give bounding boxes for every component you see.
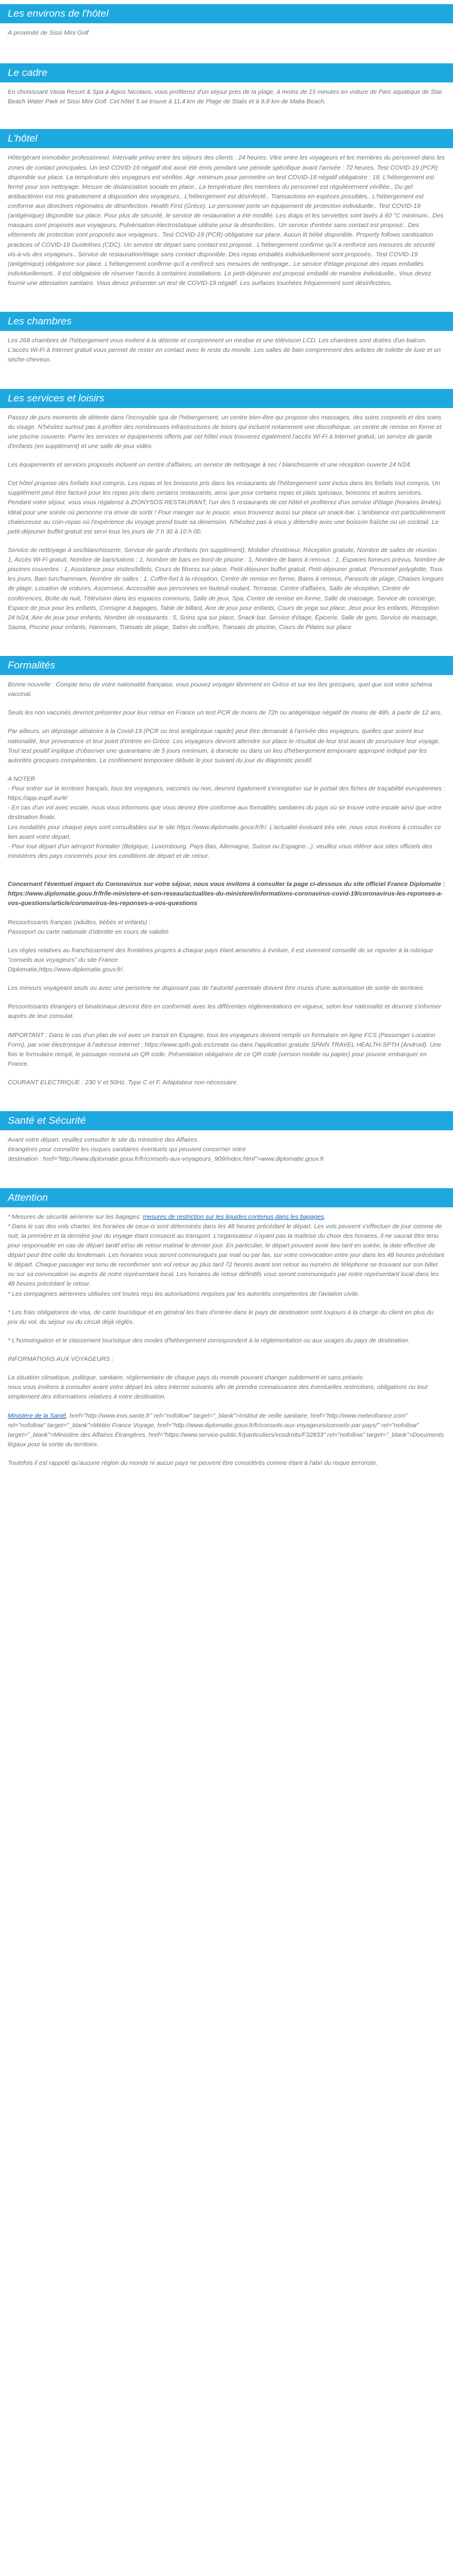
services-body [0, 413, 453, 633]
cadre-body [0, 88, 453, 107]
attention-links-rest: , href="http://www.invs.sante.fr" rel="nofollow" target="_blank">Institut de veille sanitaire, href="http://www.meteofrance.com" rel="nofollow" target="_blank">Météo France Voyage, href="http://www.diplomatie.gouv.fr/fr/conseils-aux-voyageurs/conseils-par-pays/" rel="nofollow" target="_blank">Ministère des Affaires Étrangères, href="https://www.service-public.fr/particuliers/vosdroits/F32833" rel="nofollow" target="_blank">Documents légaux pour la sortie du territoire. [8, 1412, 444, 1448]
hotel-body [0, 154, 453, 289]
ministere-sante-link[interactable]: Ministère de la Santé [8, 1412, 66, 1419]
attention-links-line [8, 1412, 445, 1450]
formalites-paragraph: IMPORTANT : Dans le cas d'un plan de vol avec un transit en Espagne, tous les voyageurs doivent remplir un formulaire en ligne FCS (Passenger Location Form), par voie électronique à l'adresse internet : https://www.spth.gob.es/create ou dans l'application gratuite SPAIN TRAVEL HEALTH-SPTH (Android). Une fois le formulaire rempli, le passager recevra un QR code. Présentation obligatoire de ce QR code (version mobile ou papier) pour pouvoir embarquer en France. [8, 1032, 442, 1068]
attention-paragraph: * Dans le cas des vols charter, les horaires de ceux-ci sont déterminés dans les 48 heures précédant le départ. Les vols peuvent s'effectuer de jour comme de nuit, la première et la dernière jour du voyage étant consacré au transport. L'organisateur n'ayant pas la maîtrise du choix des horaires, il ne saurait être tenu pour responsable en cas de départ tardif et/ou de retour matinal le dernier jour. En particulier, le départ pouvant avoir lieu tard en soirée, la date effective de départ peut être celle du lendemain. Les horaires vous seront communiqués par mail ou par fax, sur votre convocation entre jour dans les 48 heures précédant le départ. Chaque passager est tenu de reconfirmer son vol retour au plus tard 72 heures avant son retour au numéro de téléphone se trouvant sur son billet ou sur sa convocation ou auprès de notre représentant local. Les horaires de retour définitifs vous seront communiqués par notre représentant local dans les 48 heures précédant le retour. * Les compagnies aériennes utilisées ont toutes reçu les autorisations requises par les autorités compétentes de l'aviation civile. [8, 1223, 445, 1298]
section-title-attention: Attention [0, 1188, 453, 1207]
section-title-environs: Les environs de l'hôtel [0, 4, 453, 23]
formalites-coronavirus-notice [8, 870, 445, 909]
services-paragraph: Service de nettoyage à sec/blanchisserie, Service de garde d'enfants (en supplément), Mobilier d'extérieur, Réception gratuite, Nombre de salles de réunion : 1, Accès Wi-Fi gratuit, Nombre de bars/salons : 1, Nombre de bars en bord de piscine : 1, Nombre de bains à remous : 1, Espaces fumeurs prévus, Nombre de piscines couvertes : 1, Assistance pour visites/billets, Cours de fitness sur place, Petit-déjeuner buffet gratuit, Petit-déjeuner gratuit, Personnel polyglotte, Tous les jours, Bain turc/hammam, Nombre de salles : 1, Coffre-fort à la réception, Centre de remise en forme, Bains à remous, Parasols de plage, Chaises longues de plage, Location de voitures, Ascenseur, Accessible aux personnes en fauteuil roulant, Terrasse, Centre d'affaires, Salle de réception, Centre de conférences, Boîte de nuit, Télévision dans les espaces communs, Salle de jeux, Spa, Centre de remise en forme, Salle de massage, Service de concierge, Espace de jeux pour les enfants, Consigne à bagages, Table de billard, Aire de jeux pour enfants, Cours de yoga sur place, Jeux pour les enfants, Réception 24 h/24, Aire de jeux pour enfants, Nombre de restaurants : 5, Soins spa sur place, Snack-bar, Service d'étage, Épicerie, Salle de gym, Service de massage, Sauna, Piscine pour enfants, Hammam, Transats de plage, Salon de coiffure, Transats de piscine, Cours de Pilates sur place [8, 547, 445, 631]
services-paragraph: Passez de purs moments de détente dans l'incroyable spa de l'hébergement, un centre bien-être qui propose des massages, des soins corporels et des soins du visage. N'hésitez surtout pas à profiter des nombreuses infrastructures de loisirs qui incluent notamment une discothèque, un centre de remise en forme et une piscine couverte. Parmi les services et équipements offerts par cet hôtel vous trouverez également l'accès Wi-Fi à Internet gratuit, un service de garde d'enfants (en supplément) et une salle de jeux vidéo. [8, 414, 442, 450]
section-title-chambres: Les chambres [0, 312, 453, 331]
cadre-text: En choisissant Vasia Resort & Spa à Agios Nicolaos, vous profiterez d'un séjour près de la plage, à moins de 15 minutes en voiture de Parc aquatique de Star Beach Water Park et Sissi Mini Golf. Cet hôtel 5 se trouve à 11,4 km de Plage de Stalis et à 9,8 km de Malia Beach. [8, 89, 442, 106]
page [0, 4, 453, 1468]
section-title-cadre: Le cadre [0, 63, 453, 82]
chambres-text: Les 268 chambres de l'hébergement vous invitent à la détente et comprennent un minibar et une télévision LCD. Les chambres sont dotées d'un balcon. L'accès Wi-Fi à Internet gratuit vous permet de rester en contact avec le reste du monde. Les salles de bain comprennent des articles de toilette de luxe et un sèche-cheveux. [8, 338, 441, 364]
formalites-paragraph: Seuls les non vaccinés devront présenter pour leur retour en France un test PCR de moins de 72h ou antigénique négatif de moins de 48h, à partir de 12 ans. [8, 710, 442, 717]
services-paragraph: Les équipements et services proposés incluent un centre d'affaires, un service de nettoyage à sec / blanchisserie et une réception ouverte 24 h/24. [8, 462, 412, 468]
attention-paragraph: La situation climatique, politique, sanitaire, réglementaire de chaque pays du monde pouvant changer subitement et sans préavis nous vous invitons à consulter avant votre départ les sites internet suivants afin de prendre connaissance des éventuelles restrictions, obligations ou tout simplement des informations relatives à votre destination. [8, 1375, 428, 1401]
section-title-formalites: Formalités [0, 656, 453, 675]
attention-paragraph: * L'homologation et le classement touristique des modes d'hébergement correspondent à la réglementation ou aux usages du pays de destination. [8, 1337, 410, 1344]
attention-security-line [8, 1213, 445, 1222]
formalites-paragraph: Ressortissants étrangers et binationaux devront être en conformité avec les différentes réglementations en vigueur, selon leur nationalité et devront s'informer auprès de leur consulat. [8, 1004, 442, 1020]
environs-item: À proximité de Sissi Mini Golf [8, 30, 89, 36]
attention-final: Toutefois il est rappelé qu'aucune région du monde ni aucun pays ne peuvent être considérés comme étant à l'abri du risque terroriste. [8, 1460, 378, 1467]
services-paragraph: Cet hôtel propose des forfaits tout compris. Les repas et les boissons pris dans les restaurants de l'hébergement sont inclus dans les forfaits tout compris. Un supplément peut être facturé pour les repas pris dans certains restaurants, ainsi que pour certains repas et plats spéciaux, boissons et autres services. Pendant votre séjour, vous vous régalerez à ZIONYSOS RESTAURANT, l'un des 5 restaurants de cet hôtel et profiterez d'un service d'étage (horaires limités). Idéal pour une soirée où personne n'a envie de sortir ! Pour manger sur le pouce, vous trouverez aussi sur place un snack-bar. L'ambiance est particulièrement chaleureuse au coin-repas où l'expérience du voyage prend toute sa dimension. N'hésitez pas à vous y détendre avec une boisson fraîche ou un cocktail. Le petit-déjeuner buffet gratuit est servi tous les jours de 7 h 30 à 10 h 00. [8, 480, 445, 535]
section-title-hotel: L'hôtel [0, 129, 453, 148]
formalites-coronavirus-text: Concernant l'éventuel impact du Coronavirus sur votre séjour, nous vous invitons à consulter la page ci-dessous du site officiel France Diplomatie : https://www.diplomatie.gouv.fr/fr/le-ministere-et-son-reseau/actualites-du-ministere/informations-coronavirus-covid-19/coronavirus-les-reponses-a-vos-questions/article/coronavirus-les-reponses-a-vos-questions [8, 881, 445, 907]
attention-paragraph: * Les frais obligatoires de visa, de carte touristique et en général les frais d'entrée dans le pays de destination sont toujours à la charge du client en plus du prix du vol, du séjour ou du circuit déjà réglés. [8, 1309, 434, 1326]
formalites-paragraph: Par ailleurs, un dépistage aléatoire à la Covid-19 (PCR ou test antigénique rapide) peut être demandé à l'arrivée des voyageurs, quelles que soient leur nationalité, leur provenance et leur point d'entrée en Grèce. Les voyageurs devront attendre sur place le résultat de leur test avant de poursuivre leur voyage. Tout test positif implique d'observer une quarantaine de 5 jours minimum, à domicile ou dans un lieu d'hébergement temporaire approprié indiqué par les autorités grecques compétentes. Le confinement temporaire débute le jour suivant du jour du diagnostic positif. [8, 728, 440, 764]
liquids-restriction-link[interactable]: mesures de restriction sur les liquides contenus dans les bagages [142, 1213, 325, 1220]
attention-paragraph: INFORMATIONS AUX VOYAGEURS : [8, 1356, 114, 1363]
formalites-body [0, 680, 453, 1088]
formalites-paragraph: Ressortissants français (adultes, bébés et enfants) : Passeport ou carte nationale d'identité en cours de validité. [8, 919, 170, 936]
sante-body [0, 1136, 453, 1164]
sante-text: Avant votre départ, veuillez consulter le site du ministère des Affaires étrangères pour connaître les risques sanitaires éventuels qui peuvent concerner votre destination : href="http://www.diplomatie.gouv.fr/fr/conseils-aux-voyageurs_909/index.html">www.diplomatie.gouv.fr [8, 1137, 325, 1163]
formalites-paragraph: COURANT ELECTRIQUE : 230 V et 50Hz. Type C et F. Adaptateur non nécessaire. [8, 1080, 238, 1086]
environs-body [0, 29, 453, 38]
attention-body [0, 1213, 453, 1469]
attention-security-prefix: * Mesures de sécurité aérienne sur les bagages: [8, 1213, 143, 1220]
section-title-sante: Santé et Sécurité [0, 1111, 453, 1130]
section-title-services: Les services et loisirs [0, 389, 453, 408]
chambres-body [0, 336, 453, 365]
formalites-paragraph: Les mineurs voyageant seuls ou avec une personne ne disposant pas de l'autorité parentale doivent être munis d'une autorisation de sortie de territoire. [8, 985, 425, 992]
formalites-paragraph: Les règles relatives au franchissement des frontières propres à chaque pays étant amenées à évoluer, il est vivement conseillé de se reporter à la rubrique "conseils aux voyageurs" du site France Diplomatie,https://www.diplomatie.gouv.fr/. [8, 947, 433, 973]
formalites-paragraph: A NOTER - Pour entrer sur le territoire français, tous les voyageurs, vaccinés ou non, devront également s'enregistrer sur le portail des fiches de traçabilité européennes : https://app.euplf.eu/#/ - En cas d'un vol avec escale, nous vous informons que vous devrez être conforme aux formalités sanitaires du pays où se trouve votre escale ainsi que votre destination finale. Les modalités pour chaque pays sont consultables sur le site https://www.diplomatie.gouv.fr/fr/. L'actualité évoluant très vite, nous vous invitons à consulter ce lien avant votre départ. - Pour tout départ d'un aéroport frontalier (Belgique, Luxembourg, Pays-Bas, Allemagne, Suisse ou Espagne...), veuillez vous référer aux sites officiels des ministères des pays concernés pour les conditions de départ et de retour. [8, 775, 446, 860]
attention-security-suffix: . [324, 1213, 326, 1220]
hotel-text: Hôte/gérant immobilier professionnel. Intervalle prévu entre les séjours des clients : 24 heures. Vitre entre les voyageurs et les membres du personnel dans les zones de contact principales. Un test COVID-19 négatif doit avoir été émis pendant une période spécifique avant l'arrivée : 72 heures. Test COVID-19 (PCR) disponible sur place. La température des voyageurs est vérifiée. Agr. minimum pour permettre un test COVID-19 négatif obligatoire : 18. L'hébergement est fermé pour son nettoyage. Mesure de distanciation sociale en place.. La température des membres du personnel est régulièrement vérifiée.. Du gel antibactérien est mis gratuitement à disposition des voyageurs.. L'hébergement est désinfecté.. Transactions en espèces possibles.. L'hébergement est conforme aux directives régionales de désinfection. Health First (Grèce). Le personnel porte un équipement de protection individuelle.. Test COVID-19 (antigénique) disponible sur place. Pour plus de sécurité, le service de restauration a été modifié. Les draps et les serviettes sont lavés à 60 °C minimum.. Des masques sont proposés aux voyageurs. Pulvérisation électrostatique utilisée pour la désinfection.. Un service d'entrée sans contact est proposé.. Des vêtements de protection sont proposés aux voyageurs.. Test COVID-19 (PCR) obligatoire sur place. Aucun lit bébé disponible. Property follows sanitization practices of COVID-19 Guidelines (CDC). Un service de départ sans contact est proposé.. L'hébergement confirme qu'il a renforcé ses mesures de sécurité vis-à-vis des voyageurs.. Service de restauration/étage sans contact disponible. Des repas emballés individuellement sont proposés.. Test COVID-19 (antigénique) obligatoire sur place. L'hébergement confirme qu'il a renforcé ses mesures de nettoyage.. Le service d'étage proposé des repas emballés individuellement.. Il est obligatoire de réserver l'accès à certaines installations. Le petit-déjeuner est proposé emballé de manière individuelle.. Vous devez fournir une attestation sanitaire. Vous devez présenter un test de COVID-19 négatif. Les surfaces touchées fréquemment sont désinfectées. [8, 155, 445, 287]
formalites-paragraph: Bonne nouvelle : Compte tenu de votre nationalité française, vous pouvez voyager librement en Grèce et sur les îles grecques, quel que soit votre schéma vaccinal. [8, 682, 433, 698]
